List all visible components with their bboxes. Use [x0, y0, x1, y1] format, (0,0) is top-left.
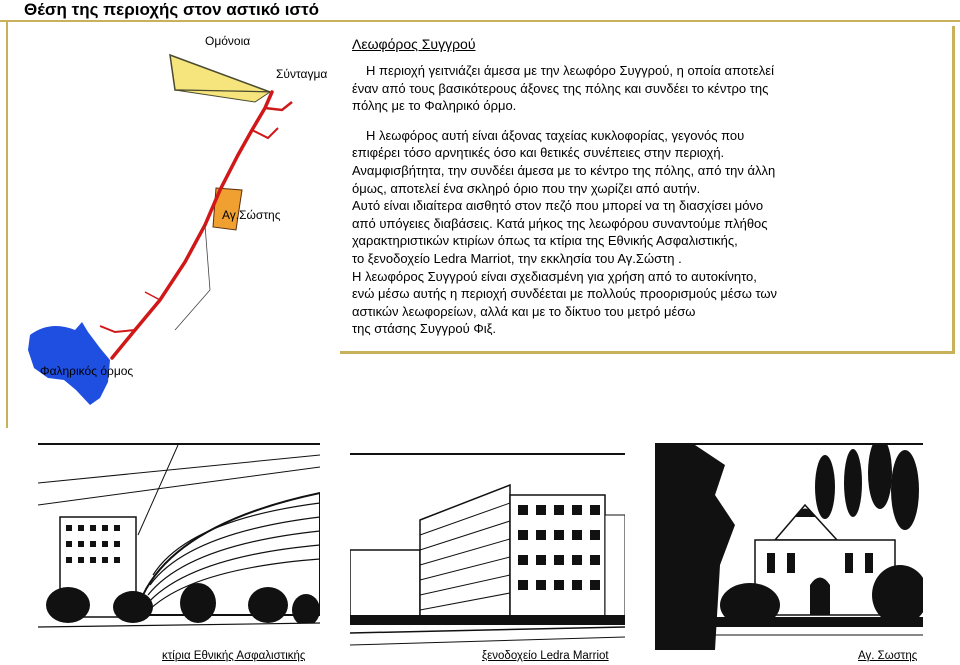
text-line: Αυτό είναι ιδιαίτερα αισθητό στον πεζό που μπορεί να τη διασχίσει μόνο: [352, 198, 764, 214]
branch-road-3: [100, 326, 135, 332]
photo-ag-sostis-church: [655, 443, 923, 650]
map-label-faliriko: Φαληρικός όρμος: [40, 364, 134, 378]
branch-road-1: [265, 102, 292, 110]
text-line: ενώ μέσω αυτής η περιοχή συνδέεται με πολλούς προορισμούς μέσω των: [352, 286, 778, 302]
syggrou-avenue-line: [112, 92, 272, 358]
text-line: έναν από τους βασικότερους άξονες της πόλης και συνδέει το κέντρο της: [352, 80, 769, 96]
text-line: από υπόγειες διαβάσεις. Κατά μήκος της λεωφόρου συναντούμε πλήθος: [352, 215, 768, 231]
text-line: όμως, αποτελεί ένα σκληρό όριο που την χωρίζει από αυτήν.: [352, 180, 701, 196]
photo-insurance-buildings: [38, 443, 320, 650]
caption-marriot: ξενοδοχείο Ledra Marriot: [482, 650, 609, 662]
title-bar: [0, 0, 960, 22]
text-line: πόλης με το Φαληρικό όρμο.: [352, 98, 517, 114]
text-line: επιφέρει τόσο αρνητικές όσο και θετικές συνέπειες στην περιοχή.: [352, 145, 725, 161]
section-heading: Λεωφόρος Συγγρού: [352, 36, 476, 52]
text-line: Η λεωφόρος αυτή είναι άξονας ταχείας κυκλοφορίας, γεγονός που: [366, 127, 745, 143]
edge-line: [175, 225, 210, 330]
page-title: Θέση της περιοχής στον αστικό ιστό: [24, 0, 320, 19]
branch-road-2: [252, 128, 278, 138]
city-axis-sketch: [20, 30, 340, 410]
text-line: Η λεωφόρος Συγγρού είναι σχεδιασμένη για χρήση από το αυτοκίνητο,: [352, 268, 757, 284]
text-line: χαρακτηριστικών κτιρίων όπως τα κτίρια της Εθνικής Ασφαλιστικής,: [352, 233, 738, 249]
map-label-omonoia: Ομόνοια: [205, 34, 251, 48]
caption-insurance: κτίρια Εθνικής Ασφαλιστικής: [162, 650, 306, 662]
text-line: Η περιοχή γειτνιάζει άμεσα με την λεωφόρο Συγγρού, η οποία αποτελεί: [366, 63, 774, 78]
caption-church: Αγ. Σωστης: [858, 650, 918, 662]
text-line: το ξενοδοχείο Ledra Marriot, την εκκλησία του Αγ.Σώστη .: [352, 250, 682, 266]
photo-ledra-marriot: [350, 453, 625, 650]
description-text: [352, 62, 862, 338]
text-line: της στάσης Συγγρού Φιξ.: [352, 321, 497, 337]
map-label-syntagma: Σύνταγμα: [276, 67, 328, 81]
branch-road-4: [145, 292, 160, 300]
text-line: Αναμφισβήτητα, την συνδέει άμεσα με το κέντρο της πόλης, από την άλλη: [352, 162, 776, 178]
map-label-ag-sostis: Αγ.Σώστης: [222, 208, 281, 222]
text-line: αστικών λεωφορείων, αλλά και με το δίκτυο του μετρό μέσω: [352, 303, 696, 319]
omonoia-area: [170, 55, 270, 92]
left-frame-rule: [6, 20, 8, 428]
syntagma-area: [175, 90, 270, 102]
